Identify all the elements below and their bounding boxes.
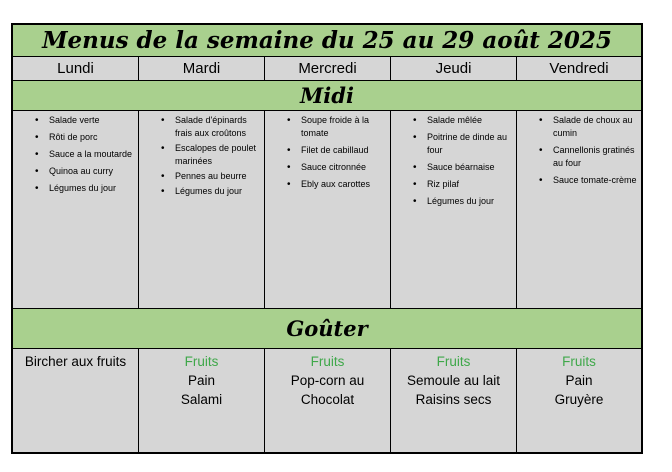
lunch-cell-tuesday: [139, 111, 265, 309]
lunch-item: • Sauce citronnée: [301, 161, 386, 174]
lunch-cell-wednesday: [265, 111, 391, 309]
snack-line: Raisins secs: [415, 392, 492, 407]
day-header-wednesday: Mercredi: [265, 57, 391, 81]
day-header-thursday: Jeudi: [391, 57, 517, 81]
section-lunch: Midi: [13, 81, 641, 111]
snack-fruits: Fruits: [436, 354, 471, 369]
lunch-item: • Ebly aux carottes: [301, 178, 386, 191]
snack-fruits: Fruits: [184, 354, 219, 369]
lunch-item: • Sauce a la moutarde: [49, 148, 134, 161]
snack-line: Bircher aux fruits: [24, 354, 127, 369]
lunch-item: • Pennes au beurre: [175, 170, 260, 183]
lunch-item: • Soupe froide à la tomate: [301, 114, 386, 140]
section-snack: Goûter: [13, 309, 641, 349]
lunch-item: • Légumes du jour: [427, 195, 512, 208]
lunch-item: • Poitrine de dinde au four: [427, 131, 512, 157]
lunch-item: • Cannellonis gratinés au four: [553, 144, 637, 170]
lunch-item: • Riz pilaf: [427, 178, 512, 191]
snack-cell-monday: [13, 349, 139, 454]
snack-line: Semoule au lait: [406, 373, 501, 388]
menu-title: Menus de la semaine du 25 au 29 août 2025: [13, 25, 641, 57]
lunch-item: • Rôti de porc: [49, 131, 134, 144]
lunch-item: • Sauce béarnaise: [427, 161, 512, 174]
lunch-item: • Salade d'épinards frais aux croûtons: [175, 114, 260, 140]
snack-cell-wednesday: [265, 349, 391, 454]
day-header-monday: Lundi: [13, 57, 139, 81]
snack-line: Chocolat: [300, 392, 355, 407]
lunch-item: • Légumes du jour: [49, 182, 134, 195]
snack-cell-thursday: [391, 349, 517, 454]
lunch-item: • Salade verte: [49, 114, 134, 127]
lunch-cell-monday: [13, 111, 139, 309]
lunch-item: • Escalopes de poulet marinées: [175, 142, 260, 168]
lunch-item: • Filet de cabillaud: [301, 144, 386, 157]
menu-table: [11, 23, 643, 454]
lunch-item: • Salade mêlée: [427, 114, 512, 127]
snack-cell-tuesday: [139, 349, 265, 454]
snack-fruits: Fruits: [310, 354, 345, 369]
snack-line: Gruyère: [554, 392, 604, 407]
snack-cell-friday: [517, 349, 641, 454]
snack-line: Pop-corn au: [290, 373, 365, 388]
day-header-friday: Vendredi: [517, 57, 641, 81]
lunch-cell-friday: [517, 111, 641, 309]
snack-fruits: Fruits: [562, 354, 596, 369]
lunch-item: • Quinoa au curry: [49, 165, 134, 178]
lunch-item: • Légumes du jour: [175, 185, 260, 198]
lunch-item: • Sauce tomate-crème: [553, 174, 637, 187]
snack-line: Salami: [180, 392, 223, 407]
day-header-tuesday: Mardi: [139, 57, 265, 81]
snack-line: Pain: [187, 373, 216, 388]
lunch-item: • Salade de choux au cumin: [553, 114, 637, 140]
lunch-cell-thursday: [391, 111, 517, 309]
snack-line: Pain: [565, 373, 593, 388]
